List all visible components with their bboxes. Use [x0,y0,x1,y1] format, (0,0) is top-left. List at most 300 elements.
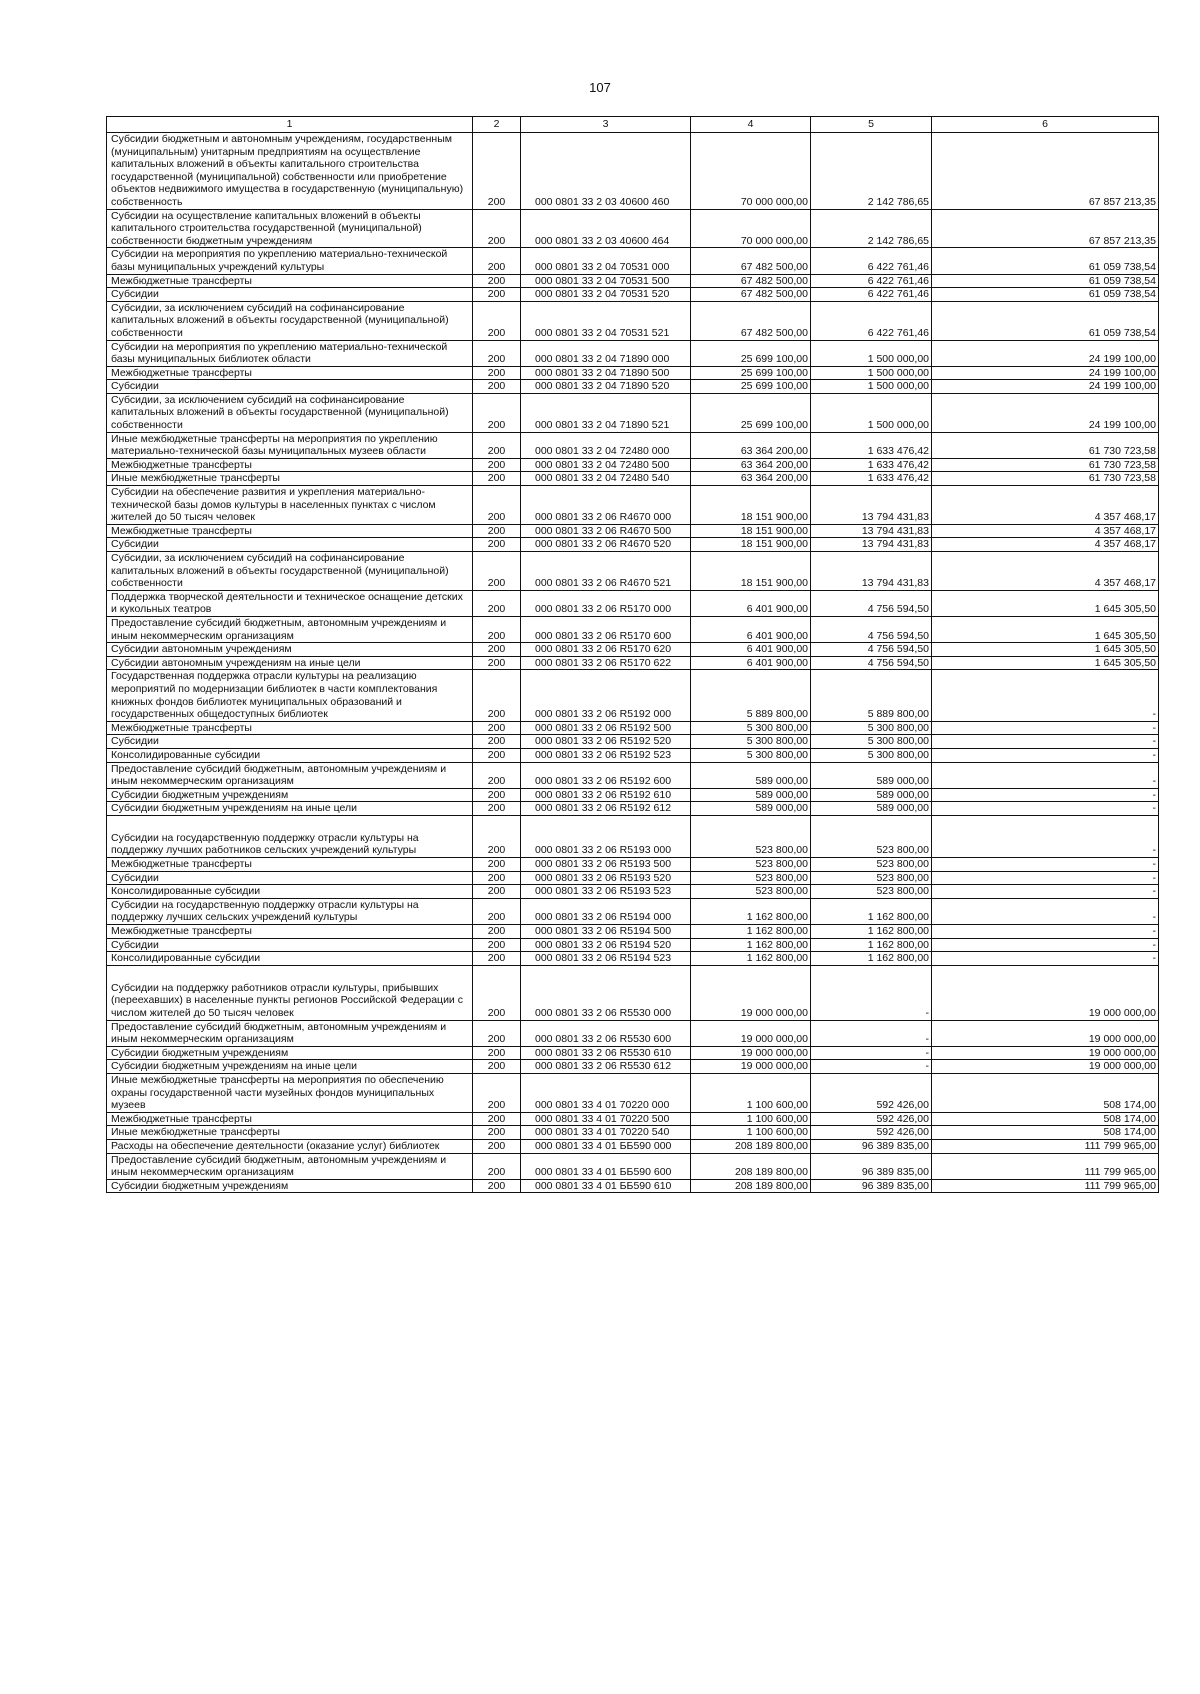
row-name-cell: Субсидии [107,871,473,885]
row-code-cell: 200 [473,1139,521,1153]
table-row [107,552,1159,591]
row-rest-cell: 508 174,00 [932,1073,1159,1112]
row-exec-cell: 1 500 000,00 [811,366,932,380]
row-name-cell: Межбюджетные трансферты [107,366,473,380]
row-code-cell: 200 [473,393,521,432]
table-row [107,1139,1159,1153]
row-rest-cell: - [932,788,1159,802]
table-row [107,486,1159,525]
row-code-cell: 200 [473,209,521,248]
table-row [107,721,1159,735]
row-exec-cell: 5 300 800,00 [811,735,932,749]
row-code-cell: 200 [473,1153,521,1179]
row-exec-cell: 5 300 800,00 [811,721,932,735]
row-plan-cell: 208 189 800,00 [691,1179,811,1193]
row-exec-cell: 4 756 594,50 [811,656,932,670]
row-csr-cell: 000 0801 33 2 06 R5192 000 [521,670,691,721]
row-code-cell: 200 [473,952,521,966]
table-row [107,748,1159,762]
row-rest-cell: 4 357 468,17 [932,524,1159,538]
row-rest-cell: 19 000 000,00 [932,1046,1159,1060]
row-code-cell: 200 [473,858,521,872]
row-name-cell: Иные межбюджетные трансферты на мероприятия по обеспечению охраны государственной части музейных фондов муниципальных музеев [107,1073,473,1112]
row-name-cell: Консолидированные субсидии [107,952,473,966]
row-rest-cell: 24 199 100,00 [932,380,1159,394]
row-code-cell: 200 [473,458,521,472]
table-row [107,1112,1159,1126]
column-header: 2 [473,117,521,133]
row-csr-cell: 000 0801 33 2 06 R5192 523 [521,748,691,762]
row-code-cell: 200 [473,552,521,591]
row-name-cell: Субсидии на поддержку работников отрасли культуры, прибывших (переехавших) в населенные пункты регионов Российской Федерации с числом жителей до 50 тысяч человек [107,965,473,1020]
row-csr-cell: 000 0801 33 2 06 R5192 610 [521,788,691,802]
row-exec-cell: - [811,965,932,1020]
row-code-cell: 200 [473,1020,521,1046]
row-name-cell: Субсидии бюджетным учреждениям на иные цели [107,1060,473,1074]
row-rest-cell: 61 730 723,58 [932,472,1159,486]
row-exec-cell: - [811,1020,932,1046]
row-code-cell: 200 [473,1126,521,1140]
table-row [107,380,1159,394]
row-plan-cell: 19 000 000,00 [691,1046,811,1060]
row-name-cell: Субсидии, за исключением субсидий на софинансирование капитальных вложений в объекты государственной (муниципальной) собственности [107,552,473,591]
row-rest-cell: 508 174,00 [932,1112,1159,1126]
row-plan-cell: 18 151 900,00 [691,524,811,538]
table-row [107,952,1159,966]
row-code-cell: 200 [473,802,521,816]
row-code-cell: 200 [473,524,521,538]
row-exec-cell: 96 389 835,00 [811,1153,932,1179]
row-name-cell: Субсидии бюджетным учреждениям [107,1179,473,1193]
table-row [107,885,1159,899]
table-row [107,538,1159,552]
row-exec-cell: 1 500 000,00 [811,393,932,432]
row-plan-cell: 6 401 900,00 [691,616,811,642]
row-code-cell: 200 [473,656,521,670]
row-csr-cell: 000 0801 33 2 04 70531 521 [521,301,691,340]
row-rest-cell: - [932,815,1159,857]
row-rest-cell: - [932,721,1159,735]
row-name-cell: Субсидии на мероприятия по укреплению материально-технической базы муниципальных учреждений культуры [107,248,473,274]
row-name-cell: Предоставление субсидий бюджетным, автономным учреждениям и иным некоммерческим организациям [107,762,473,788]
row-name-cell: Субсидии автономным учреждениям на иные цели [107,656,473,670]
table-row [107,965,1159,1020]
row-name-cell: Субсидии бюджетным учреждениям [107,1046,473,1060]
row-rest-cell: 24 199 100,00 [932,366,1159,380]
table-row [107,616,1159,642]
row-rest-cell: 61 730 723,58 [932,458,1159,472]
row-rest-cell: - [932,735,1159,749]
table-row [107,209,1159,248]
row-exec-cell: 6 422 761,46 [811,274,932,288]
table-row [107,1126,1159,1140]
row-csr-cell: 000 0801 33 2 06 R5170 620 [521,643,691,657]
row-csr-cell: 000 0801 33 2 06 R4670 500 [521,524,691,538]
row-exec-cell: 589 000,00 [811,762,932,788]
column-header: 6 [932,117,1159,133]
row-name-cell: Государственная поддержка отрасли культуры на реализацию мероприятий по модернизации библиотек в части комплектования книжных фондов библиотек муниципальных образований и государственных общедоступных библиотек [107,670,473,721]
row-plan-cell: 18 151 900,00 [691,486,811,525]
row-exec-cell: 4 756 594,50 [811,616,932,642]
table-row [107,340,1159,366]
table-row [107,366,1159,380]
row-code-cell: 200 [473,616,521,642]
row-name-cell: Субсидии [107,938,473,952]
row-name-cell: Межбюджетные трансферты [107,524,473,538]
row-code-cell: 200 [473,670,521,721]
row-csr-cell: 000 0801 33 2 06 R5192 612 [521,802,691,816]
row-rest-cell: 4 357 468,17 [932,486,1159,525]
row-csr-cell: 000 0801 33 2 04 71890 520 [521,380,691,394]
row-csr-cell: 000 0801 33 2 06 R5170 622 [521,656,691,670]
row-csr-cell: 000 0801 33 2 03 40600 460 [521,133,691,210]
row-exec-cell: - [811,1046,932,1060]
row-rest-cell: 61 059 738,54 [932,301,1159,340]
row-name-cell: Субсидии на осуществление капитальных вложений в объекты капитального строительства государственной (муниципальной) собственности бюджетным учреждениям [107,209,473,248]
row-csr-cell: 000 0801 33 2 06 R5192 520 [521,735,691,749]
row-csr-cell: 000 0801 33 2 06 R5530 610 [521,1046,691,1060]
row-name-cell: Межбюджетные трансферты [107,858,473,872]
row-csr-cell: 000 0801 33 2 04 72480 540 [521,472,691,486]
row-plan-cell: 19 000 000,00 [691,1020,811,1046]
row-exec-cell: 1 633 476,42 [811,432,932,458]
row-name-cell: Иные межбюджетные трансферты на мероприятия по укреплению материально-технической базы муниципальных музеев области [107,432,473,458]
row-code-cell: 200 [473,248,521,274]
table-row [107,432,1159,458]
row-csr-cell: 000 0801 33 2 04 71890 500 [521,366,691,380]
row-name-cell: Межбюджетные трансферты [107,721,473,735]
row-code-cell: 200 [473,1179,521,1193]
row-plan-cell: 18 151 900,00 [691,552,811,591]
row-code-cell: 200 [473,721,521,735]
row-plan-cell: 25 699 100,00 [691,393,811,432]
row-csr-cell: 000 0801 33 2 06 R5193 523 [521,885,691,899]
row-plan-cell: 25 699 100,00 [691,380,811,394]
row-plan-cell: 523 800,00 [691,885,811,899]
row-csr-cell: 000 0801 33 2 04 71890 521 [521,393,691,432]
row-code-cell: 200 [473,486,521,525]
row-csr-cell: 000 0801 33 2 06 R4670 520 [521,538,691,552]
row-plan-cell: 5 889 800,00 [691,670,811,721]
row-rest-cell: - [932,670,1159,721]
row-plan-cell: 70 000 000,00 [691,133,811,210]
row-code-cell: 200 [473,274,521,288]
table-row [107,1060,1159,1074]
row-csr-cell: 000 0801 33 2 06 R5530 600 [521,1020,691,1046]
row-code-cell: 200 [473,735,521,749]
row-name-cell: Субсидии на государственную поддержку отрасли культуры на поддержку лучших работников сельских учреждений культуры [107,815,473,857]
row-code-cell: 200 [473,1112,521,1126]
row-plan-cell: 67 482 500,00 [691,301,811,340]
row-plan-cell: 589 000,00 [691,788,811,802]
row-code-cell: 200 [473,288,521,302]
row-name-cell: Субсидии [107,380,473,394]
row-code-cell: 200 [473,762,521,788]
row-rest-cell: 4 357 468,17 [932,552,1159,591]
row-code-cell: 200 [473,366,521,380]
row-plan-cell: 589 000,00 [691,762,811,788]
row-rest-cell: 61 059 738,54 [932,274,1159,288]
row-rest-cell: 1 645 305,50 [932,616,1159,642]
row-name-cell: Субсидии, за исключением субсидий на софинансирование капитальных вложений в объекты государственной (муниципальной) собственности [107,301,473,340]
row-rest-cell: 111 799 965,00 [932,1139,1159,1153]
row-plan-cell: 208 189 800,00 [691,1139,811,1153]
table-row [107,656,1159,670]
row-csr-cell: 000 0801 33 2 06 R5530 612 [521,1060,691,1074]
row-plan-cell: 5 300 800,00 [691,748,811,762]
row-code-cell: 200 [473,538,521,552]
row-plan-cell: 63 364 200,00 [691,472,811,486]
row-rest-cell: 67 857 213,35 [932,133,1159,210]
row-code-cell: 200 [473,938,521,952]
row-exec-cell: 13 794 431,83 [811,524,932,538]
row-rest-cell: - [932,885,1159,899]
row-exec-cell: 13 794 431,83 [811,486,932,525]
row-name-cell: Межбюджетные трансферты [107,274,473,288]
row-exec-cell: 1 162 800,00 [811,925,932,939]
row-plan-cell: 1 100 600,00 [691,1073,811,1112]
row-name-cell: Межбюджетные трансферты [107,1112,473,1126]
table-row [107,524,1159,538]
column-number-row [107,117,1159,133]
table-row [107,288,1159,302]
row-csr-cell: 000 0801 33 2 06 R5194 500 [521,925,691,939]
column-header: 1 [107,117,473,133]
row-name-cell: Субсидии [107,288,473,302]
row-code-cell: 200 [473,898,521,924]
table-body [107,133,1159,1193]
row-csr-cell: 000 0801 33 2 04 70531 520 [521,288,691,302]
row-exec-cell: 4 756 594,50 [811,643,932,657]
row-exec-cell: 523 800,00 [811,885,932,899]
row-name-cell: Иные межбюджетные трансферты [107,1126,473,1140]
row-rest-cell: 4 357 468,17 [932,538,1159,552]
row-name-cell: Субсидии, за исключением субсидий на софинансирование капитальных вложений в объекты государственной (муниципальной) собственности [107,393,473,432]
row-code-cell: 200 [473,133,521,210]
row-name-cell: Субсидии [107,538,473,552]
row-plan-cell: 523 800,00 [691,871,811,885]
row-rest-cell: - [932,938,1159,952]
table-row [107,301,1159,340]
row-exec-cell: 1 162 800,00 [811,898,932,924]
row-code-cell: 200 [473,1046,521,1060]
column-header: 5 [811,117,932,133]
row-plan-cell: 70 000 000,00 [691,209,811,248]
row-name-cell: Предоставление субсидий бюджетным, автономным учреждениям и иным некоммерческим организациям [107,616,473,642]
row-code-cell: 200 [473,590,521,616]
row-csr-cell: 000 0801 33 2 04 70531 000 [521,248,691,274]
row-name-cell: Иные межбюджетные трансферты [107,472,473,486]
table-row [107,898,1159,924]
row-exec-cell: 523 800,00 [811,858,932,872]
row-exec-cell: 13 794 431,83 [811,538,932,552]
table-row [107,858,1159,872]
row-plan-cell: 5 300 800,00 [691,721,811,735]
row-name-cell: Субсидии на обеспечение развития и укрепления материально-технической базы домов культуры в населенных пунктах с числом жителей до 50 тысяч человек [107,486,473,525]
row-exec-cell: - [811,1060,932,1074]
row-code-cell: 200 [473,788,521,802]
row-csr-cell: 000 0801 33 2 06 R5194 520 [521,938,691,952]
row-rest-cell: - [932,762,1159,788]
row-exec-cell: 5 889 800,00 [811,670,932,721]
row-plan-cell: 523 800,00 [691,815,811,857]
row-exec-cell: 4 756 594,50 [811,590,932,616]
row-plan-cell: 1 162 800,00 [691,925,811,939]
row-csr-cell: 000 0801 33 2 04 72480 500 [521,458,691,472]
row-rest-cell: 19 000 000,00 [932,1060,1159,1074]
row-code-cell: 200 [473,925,521,939]
row-exec-cell: 589 000,00 [811,802,932,816]
row-exec-cell: 589 000,00 [811,788,932,802]
row-plan-cell: 5 300 800,00 [691,735,811,749]
row-plan-cell: 589 000,00 [691,802,811,816]
row-csr-cell: 000 0801 33 2 06 R5192 500 [521,721,691,735]
row-code-cell: 200 [473,432,521,458]
row-exec-cell: 6 422 761,46 [811,288,932,302]
row-code-cell: 200 [473,1073,521,1112]
row-rest-cell: 19 000 000,00 [932,965,1159,1020]
row-csr-cell: 000 0801 33 2 06 R5193 000 [521,815,691,857]
row-csr-cell: 000 0801 33 2 06 R5170 000 [521,590,691,616]
row-rest-cell: - [932,925,1159,939]
row-name-cell: Поддержка творческой деятельности и техническое оснащение детских и кукольных театров [107,590,473,616]
table-row [107,938,1159,952]
row-exec-cell: 1 162 800,00 [811,938,932,952]
row-plan-cell: 1 162 800,00 [691,952,811,966]
row-rest-cell: 61 730 723,58 [932,432,1159,458]
row-name-cell: Расходы на обеспечение деятельности (оказание услуг) библиотек [107,1139,473,1153]
table-row [107,670,1159,721]
table-row [107,472,1159,486]
table-row [107,788,1159,802]
row-csr-cell: 000 0801 33 2 06 R4670 521 [521,552,691,591]
row-exec-cell: 6 422 761,46 [811,301,932,340]
row-rest-cell: - [932,748,1159,762]
row-csr-cell: 000 0801 33 2 06 R5530 000 [521,965,691,1020]
table-row [107,1153,1159,1179]
row-rest-cell: 111 799 965,00 [932,1179,1159,1193]
row-exec-cell: 1 633 476,42 [811,472,932,486]
page-number: 107 [589,80,611,95]
row-rest-cell: - [932,952,1159,966]
row-name-cell: Консолидированные субсидии [107,748,473,762]
row-plan-cell: 19 000 000,00 [691,1060,811,1074]
row-exec-cell: 6 422 761,46 [811,248,932,274]
table-row [107,815,1159,857]
column-header: 4 [691,117,811,133]
table-row [107,925,1159,939]
row-rest-cell: 508 174,00 [932,1126,1159,1140]
row-csr-cell: 000 0801 33 4 01 70220 540 [521,1126,691,1140]
row-exec-cell: 1 500 000,00 [811,340,932,366]
row-csr-cell: 000 0801 33 4 01 70220 500 [521,1112,691,1126]
row-exec-cell: 96 389 835,00 [811,1179,932,1193]
table-row [107,871,1159,885]
row-name-cell: Субсидии на государственную поддержку отрасли культуры на поддержку лучших сельских учреждений культуры [107,898,473,924]
row-exec-cell: 13 794 431,83 [811,552,932,591]
row-plan-cell: 208 189 800,00 [691,1153,811,1179]
row-name-cell: Субсидии автономным учреждениям [107,643,473,657]
row-name-cell: Субсидии бюджетным учреждениям на иные цели [107,802,473,816]
table-row [107,1179,1159,1193]
row-plan-cell: 6 401 900,00 [691,590,811,616]
row-exec-cell: 2 142 786,65 [811,133,932,210]
row-csr-cell: 000 0801 33 2 06 R5170 600 [521,616,691,642]
row-csr-cell: 000 0801 33 2 04 72480 000 [521,432,691,458]
row-plan-cell: 63 364 200,00 [691,458,811,472]
table-row [107,458,1159,472]
row-csr-cell: 000 0801 33 4 01 ББ590 610 [521,1179,691,1193]
table-row [107,1046,1159,1060]
row-exec-cell: 1 162 800,00 [811,952,932,966]
row-rest-cell: - [932,898,1159,924]
row-code-cell: 200 [473,301,521,340]
row-plan-cell: 6 401 900,00 [691,643,811,657]
row-csr-cell: 000 0801 33 4 01 ББ590 600 [521,1153,691,1179]
row-rest-cell: - [932,858,1159,872]
row-csr-cell: 000 0801 33 2 04 70531 500 [521,274,691,288]
row-plan-cell: 1 100 600,00 [691,1126,811,1140]
row-code-cell: 200 [473,748,521,762]
row-plan-cell: 67 482 500,00 [691,274,811,288]
row-exec-cell: 523 800,00 [811,871,932,885]
row-code-cell: 200 [473,643,521,657]
row-name-cell: Межбюджетные трансферты [107,925,473,939]
row-exec-cell: 523 800,00 [811,815,932,857]
row-code-cell: 200 [473,1060,521,1074]
table-row [107,802,1159,816]
row-plan-cell: 18 151 900,00 [691,538,811,552]
row-csr-cell: 000 0801 33 2 06 R5194 523 [521,952,691,966]
row-plan-cell: 63 364 200,00 [691,432,811,458]
row-csr-cell: 000 0801 33 2 06 R5193 500 [521,858,691,872]
row-exec-cell: 2 142 786,65 [811,209,932,248]
row-name-cell: Предоставление субсидий бюджетным, автономным учреждениям и иным некоммерческим организациям [107,1153,473,1179]
row-csr-cell: 000 0801 33 2 06 R4670 000 [521,486,691,525]
row-rest-cell: 61 059 738,54 [932,248,1159,274]
table-row [107,274,1159,288]
row-code-cell: 200 [473,885,521,899]
row-name-cell: Субсидии бюджетным учреждениям [107,788,473,802]
row-csr-cell: 000 0801 33 2 06 R5192 600 [521,762,691,788]
row-rest-cell: - [932,871,1159,885]
table-row [107,590,1159,616]
row-name-cell: Предоставление субсидий бюджетным, автономным учреждениям и иным некоммерческим организациям [107,1020,473,1046]
row-code-cell: 200 [473,380,521,394]
row-name-cell: Субсидии бюджетным и автономным учреждениям, государственным (муниципальным) унитарным предприятиям на осуществление капитальных вложений в объекты капитального строительства государственной (муниципальной) собственности или приобретение объектов недвижимого имущества в государственную (муниципальную) собственность [107,133,473,210]
row-code-cell: 200 [473,871,521,885]
row-csr-cell: 000 0801 33 2 04 71890 000 [521,340,691,366]
row-plan-cell: 25 699 100,00 [691,340,811,366]
row-plan-cell: 25 699 100,00 [691,366,811,380]
row-csr-cell: 000 0801 33 4 01 70220 000 [521,1073,691,1112]
row-rest-cell: - [932,802,1159,816]
row-plan-cell: 67 482 500,00 [691,288,811,302]
row-rest-cell: 67 857 213,35 [932,209,1159,248]
row-csr-cell: 000 0801 33 2 06 R5193 520 [521,871,691,885]
row-rest-cell: 1 645 305,50 [932,656,1159,670]
row-exec-cell: 5 300 800,00 [811,748,932,762]
row-rest-cell: 61 059 738,54 [932,288,1159,302]
row-exec-cell: 1 500 000,00 [811,380,932,394]
row-plan-cell: 523 800,00 [691,858,811,872]
row-rest-cell: 24 199 100,00 [932,340,1159,366]
table-row [107,735,1159,749]
row-plan-cell: 6 401 900,00 [691,656,811,670]
row-exec-cell: 592 426,00 [811,1126,932,1140]
row-name-cell: Межбюджетные трансферты [107,458,473,472]
row-plan-cell: 67 482 500,00 [691,248,811,274]
